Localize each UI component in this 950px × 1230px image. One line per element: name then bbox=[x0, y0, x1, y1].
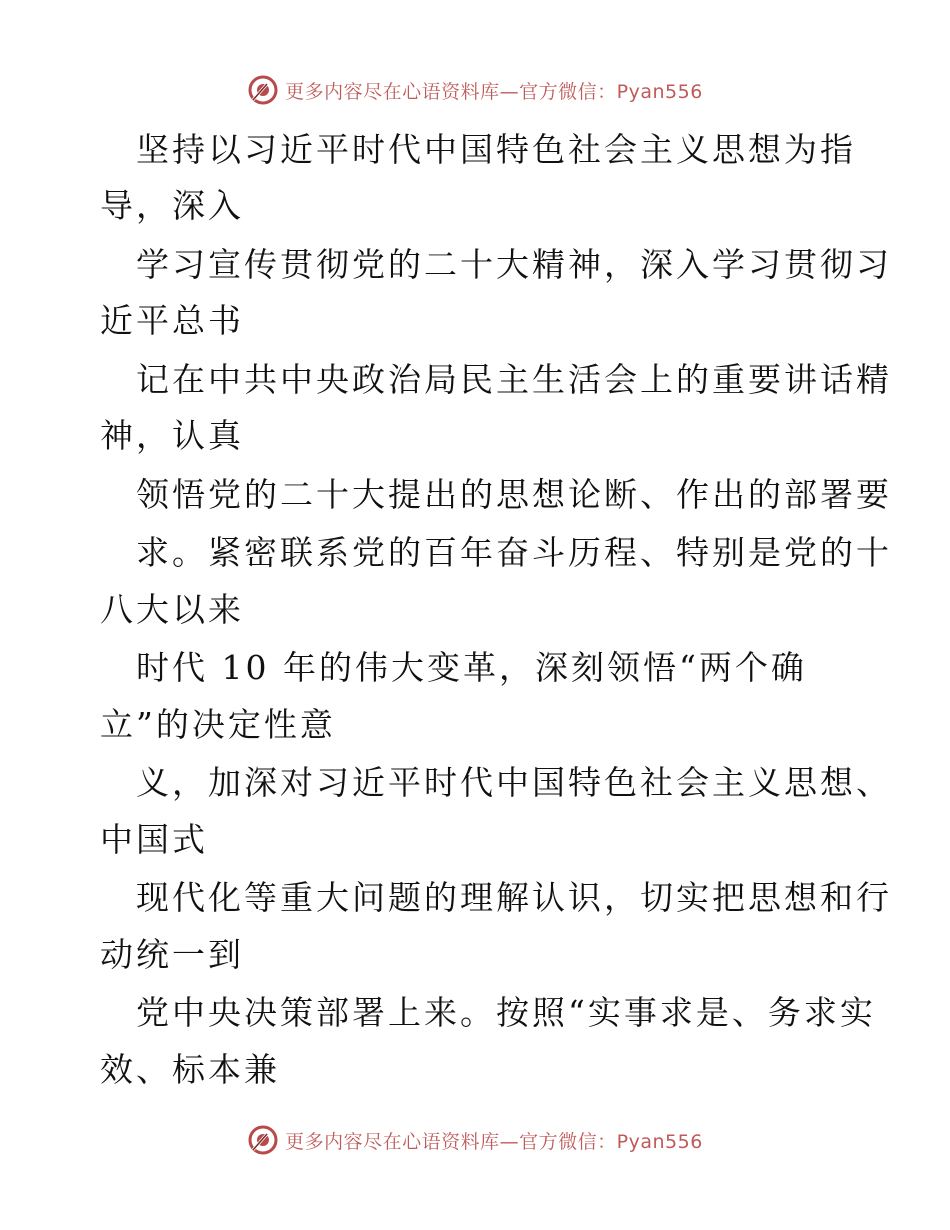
text-line: 坚持以习近平时代中国特色社会主义思想为指 bbox=[136, 130, 856, 169]
text-line: 现代化等重大问题的理解认识，切实把思想和行 bbox=[136, 878, 892, 917]
watermark-text: 更多内容尽在心语资料库—官方微信：Pyan556 bbox=[285, 80, 703, 103]
text-line: 义，加深对习近平时代中国特色社会主义思想、 bbox=[136, 763, 892, 802]
text-line: 中国式 bbox=[100, 820, 208, 859]
text-line: 领悟党的二十大提出的思想论断、作出的部署要 bbox=[136, 475, 892, 514]
text-line: 求。紧密联系党的百年奋斗历程、特别是党的十 bbox=[136, 533, 892, 572]
text-line: 八大以来 bbox=[100, 590, 244, 629]
text-line: 时代 10 年的伟大变革，深刻领悟“两个确 bbox=[136, 648, 807, 687]
text-line: 神，认真 bbox=[100, 416, 244, 455]
header-watermark bbox=[0, 70, 950, 110]
text-line: 立”的决定性意 bbox=[100, 705, 336, 744]
text-line: 学习宣传贯彻党的二十大精神，深入学习贯彻习 bbox=[136, 245, 892, 284]
brand-logo-icon bbox=[247, 74, 279, 106]
text-line: 党中央决策部署上来。按照“实事求是、务求实 bbox=[136, 993, 876, 1032]
text-line: 动统一到 bbox=[100, 935, 244, 974]
text-line: 导，深入 bbox=[100, 186, 244, 225]
brand-logo-icon bbox=[247, 1124, 279, 1156]
text-line: 记在中共中央政治局民主生活会上的重要讲话精 bbox=[136, 360, 892, 399]
text-line: 近平总书 bbox=[100, 301, 244, 340]
text-line: 效、标本兼 bbox=[100, 1050, 280, 1089]
footer-watermark bbox=[0, 1120, 950, 1160]
watermark-text: 更多内容尽在心语资料库—官方微信：Pyan556 bbox=[285, 1130, 703, 1153]
